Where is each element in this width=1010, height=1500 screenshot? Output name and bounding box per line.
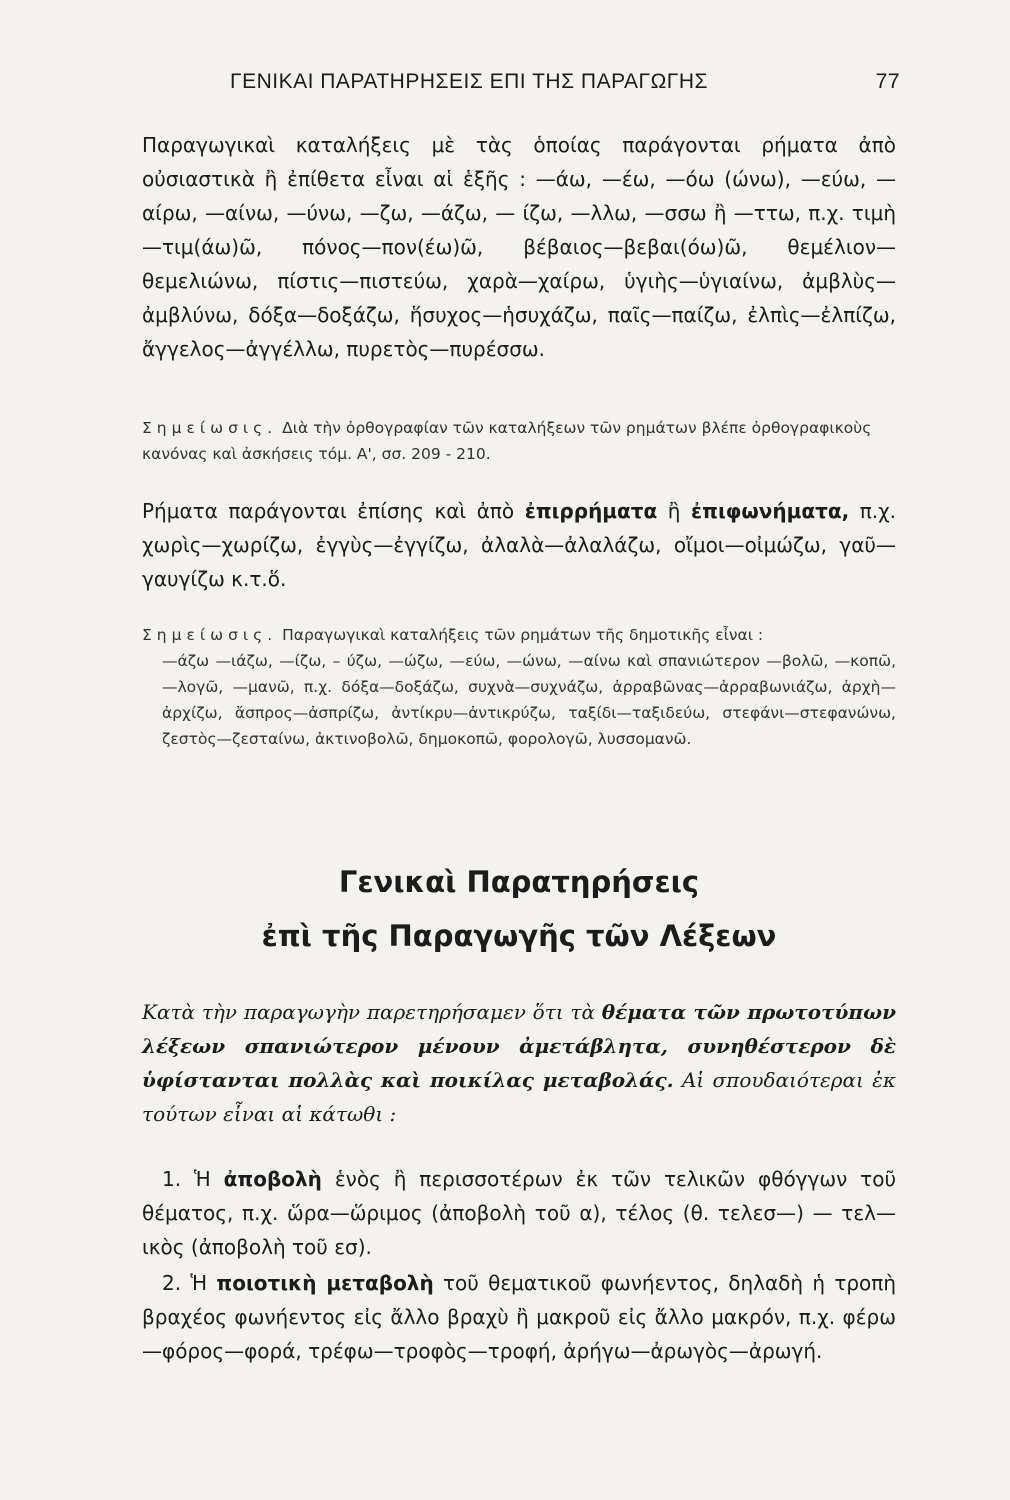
paragraph-bold-term: ἐπιφωνήματα, bbox=[690, 499, 850, 523]
intro-bold: θέματα τῶν πρωτοτύπων λέξεων σπανιώτερον μένουν ἀμετάβλητα, συνηθέστερον δὲ ὑφίστανται πολλὰς καὶ ποικίλας μεταβολάς. bbox=[142, 1000, 896, 1092]
item-pre: Ἡ bbox=[190, 1271, 208, 1295]
item-bold: ἀποβολὴ bbox=[223, 1167, 322, 1191]
item-text: ἑνὸς ἢ περισσοτέρων ἐκ τῶν τελικῶν φθόγγων τοῦ θέματος, π.χ. ὥρα—ὥριμος (ἀποβολὴ τοῦ α), τέλος (θ. τελεσ—) — τελ—ικὸς (ἀποβολὴ τοῦ εσ). bbox=[142, 1167, 897, 1259]
note-label: Σημείωσις. bbox=[142, 419, 278, 437]
intro-text: Αἱ σπουδαιότεραι ἐκ τούτων εἶναι αἱ κάτωθι : bbox=[142, 1068, 896, 1126]
paragraph-verb-suffixes: Παραγωγικαὶ καταλήξεις μὲ τὰς ὁποίας παράγονται ρήματα ἀπὸ οὐσιαστικὰ ἢ ἐπίθετα εἶναι αἱ ἑξῆς : —άω, —έω, —όω (ώνω), —εύω, —αίρω, —αίνω, —ύνω, —ζω, —άζω, — ίζω, —λλω, —σσω ἢ —ττω, π.χ. τιμὴ—τιμ(άω)ῶ, πόνος—πον(έω)ῶ, βέβαιος—βεβαι(όω)ῶ, θεμέλιον—θεμελιώνω, πίστις—πιστεύω, χαρὰ—χαίρω, ὑγιὴς—ὑγιαίνω, ἀμβλὺς—ἀμβλύνω, δόξα—δοξάζω, ἥσυχος—ἡσυχάζω, παῖς—παίζω, ἐλπὶς—ἐλπίζω, ἄγγελος—ἀγγέλλω, πυρετὸς—πυρέσσω. bbox=[142, 133, 896, 361]
list-item-1 bbox=[142, 1162, 896, 1264]
note-text: Διὰ τὴν ὀρθογραφίαν τῶν καταλήξεων τῶν ρημάτων βλέπε ὀρθογραφικοὺς κανόνας καὶ ἀσκήσεις τόμ. Α', σσ. 209 - 210. bbox=[142, 419, 872, 463]
note-body: —άζω —ιάζω, —ίζω, – ύζω, —ώζω, —εύω, —ώνω, —αίνω καὶ σπανιώτερον —βολῶ, —κοπῶ, —λογῶ, —μανῶ, π.χ. δόξα—δοξάζω, συχνὰ—συχνάζω, ἀρραβῶνας—ἀρραβωνιάζω, ἀρχὴ—ἀρχίζω, ἄσπρος—ἀσπρίζω, ἀντίκρυ—ἀντικρύζω, ταξίδι—ταξιδεύω, στεφάνι—στεφανώνω, ζεστὸς—ζεσταίνω, ἀκτινοβολῶ, δημοκοπῶ, φορολογῶ, λυσσομανῶ. bbox=[162, 652, 896, 748]
paragraph-text: π.χ. χωρὶς—χωρίζω, ἐγγὺς—ἐγγίζω, ἀλαλὰ—ἀλαλάζω, οἴμοι—οἰμώζω, γαῦ—γαυγίζω κ.τ.ὅ. bbox=[142, 499, 897, 591]
note-orthography bbox=[142, 415, 896, 467]
running-title: ΓΕΝΙΚΑΙ ΠΑΡΑΤΗΡΗΣΕΙΣ ΕΠΙ ΤΗΣ ΠΑΡΑΓΩΓΗΣ bbox=[230, 70, 709, 93]
running-header bbox=[140, 70, 900, 100]
item-bold: ποιοτικὴ μεταβολὴ bbox=[216, 1271, 434, 1295]
section-title-line2: ἐπὶ τῆς Παραγωγῆς τῶν Λέξεων bbox=[261, 919, 777, 953]
paragraph-text: Ρήματα παράγονται ἐπίσης καὶ ἀπὸ bbox=[142, 499, 515, 523]
intro-text: Κατὰ τὴν παραγωγὴν παρετηρήσαμεν ὅτι τὰ bbox=[142, 1000, 595, 1024]
note-text: Παραγωγικαὶ καταλήξεις τῶν ρημάτων τῆς δημοτικῆς εἶναι : bbox=[282, 626, 764, 644]
page-number: 77 bbox=[875, 70, 900, 93]
item-pre: Ἡ bbox=[194, 1167, 211, 1191]
paragraph-bold-term: ἐπιρρήματα bbox=[524, 499, 658, 523]
note-demotic bbox=[142, 622, 896, 752]
paragraph-adverbs bbox=[142, 494, 896, 596]
note-label: Σημείωσις. bbox=[142, 626, 278, 644]
item-number: 2. bbox=[162, 1271, 182, 1295]
item-number: 1. bbox=[162, 1167, 182, 1191]
intro-paragraph bbox=[142, 995, 896, 1131]
item-text: τοῦ θεματικοῦ φωνήεντος, δηλαδὴ ἡ τροπὴ βραχέος φωνήεντος εἰς ἄλλο βραχὺ ἢ μακροῦ εἰς ἄλλο μακρόν, π.χ. φέρω—φόρος—φορά, τρέφω—τροφὸς—τροφή, ἀρήγω—ἀρωγὸς—ἀρωγή. bbox=[142, 1271, 897, 1363]
section-title-line1: Γενικαὶ Παρατηρήσεις bbox=[338, 865, 700, 899]
paragraph-text: ἢ bbox=[667, 499, 681, 523]
list-item-2 bbox=[142, 1266, 896, 1368]
